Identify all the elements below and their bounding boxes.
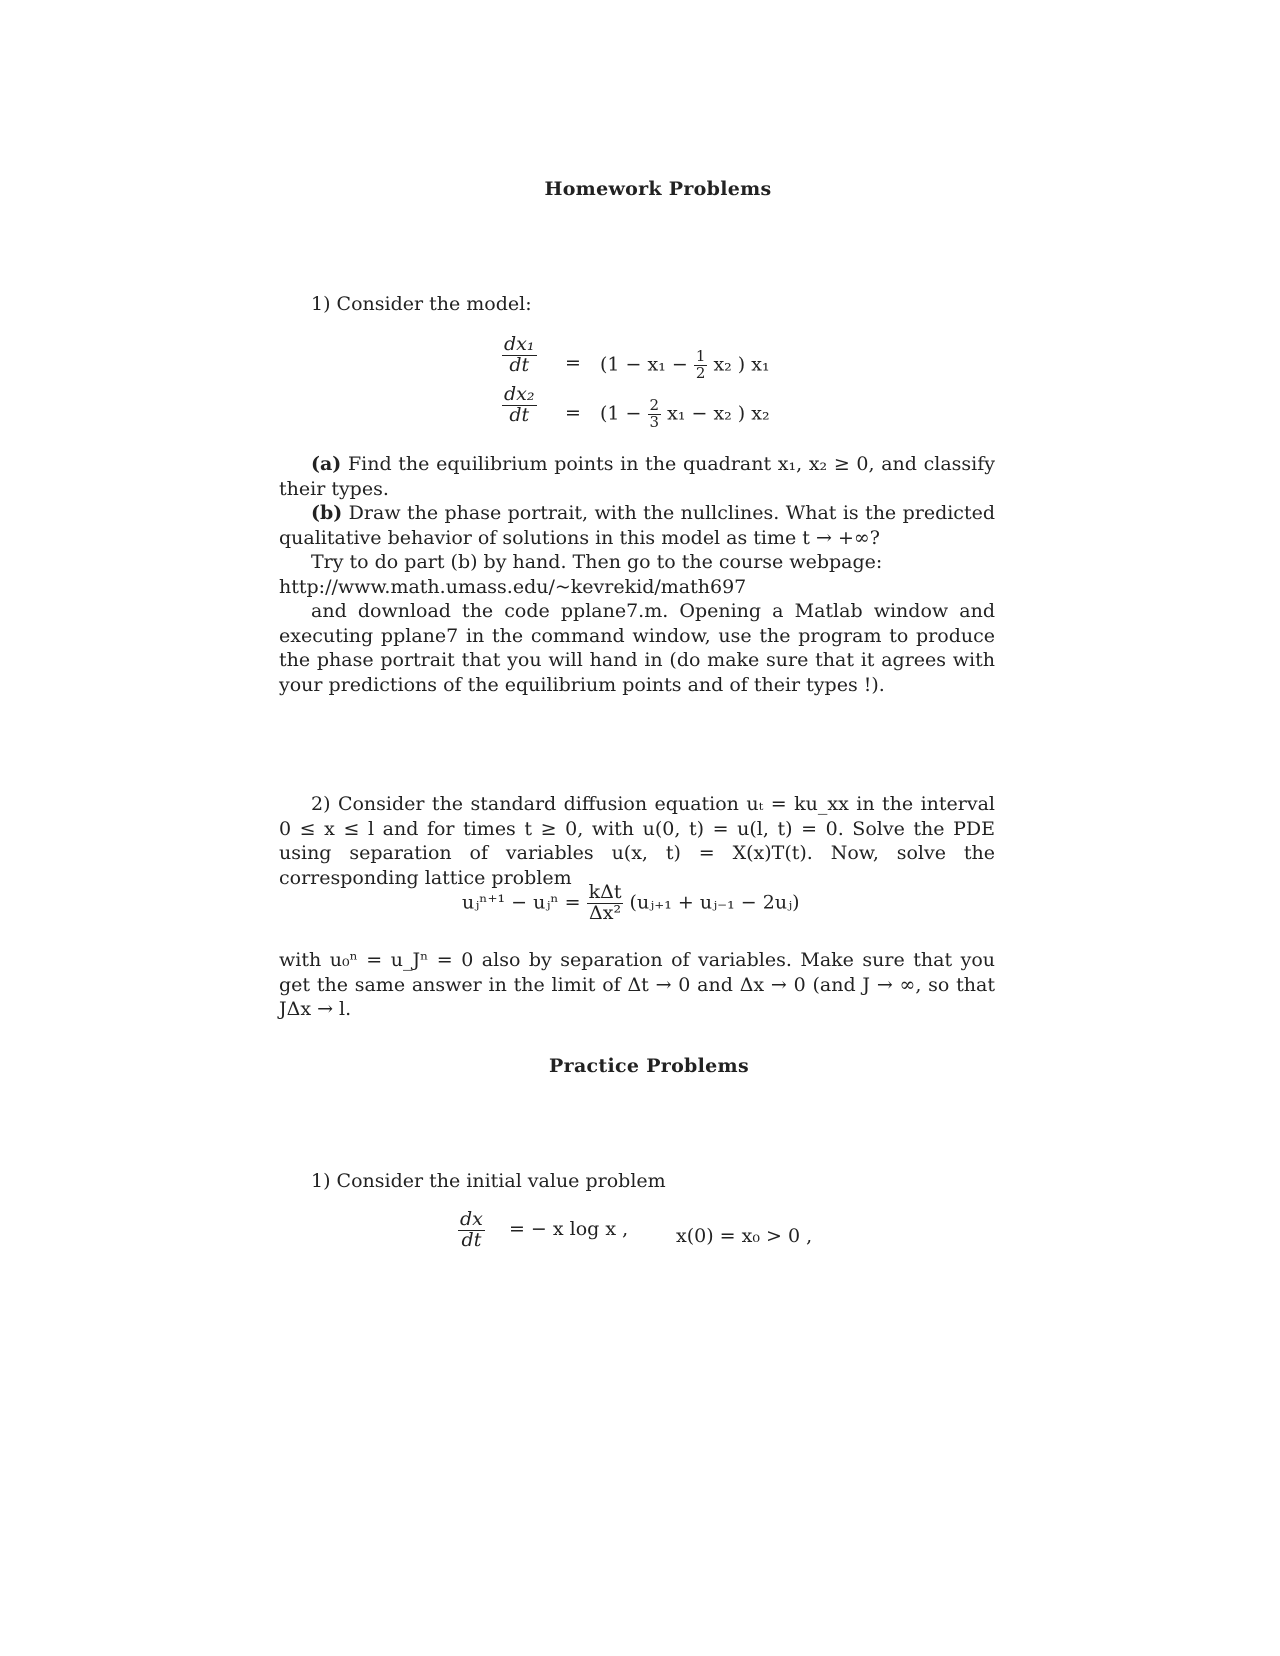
- course-url[interactable]: http://www.math.umass.edu/~kevrekid/math697: [279, 575, 747, 598]
- eq2-rhs-b: x₁ − x₂ ) x₂: [667, 402, 770, 425]
- practice-title: Practice Problems: [549, 1055, 749, 1077]
- homework-title: Homework Problems: [544, 178, 772, 200]
- eq1-rhs-a: (1 − x₁ −: [600, 353, 688, 376]
- practice-lhs: $\frac{dx}{dt}$: [460, 1208, 483, 1251]
- eq2-coef: $\frac{2}{3}$: [649, 396, 660, 431]
- initial-condition: x(0) = x₀ > 0 ,: [676, 1225, 813, 1247]
- download-text: and download the code pplane7.m. Opening a Matlab window and executing pplane7 in the command window, use the program to produce the phase portrait that you will hand in (do make sure that it agrees with your predictions of the equilibrium points and of their types !).: [279, 600, 995, 696]
- problem-1-intro: 1) Consider the model:: [311, 293, 532, 315]
- part-b: (b) Draw the phase portrait, with the nullclines. What is the predicted qualitative behavior of solutions in this model as time t → +∞?: [279, 502, 995, 549]
- eq1-rhs-b: x₂ ) x₁: [713, 353, 770, 376]
- practice-equation: $\frac{dx}{dt}$ = − x log x ,: [460, 1208, 629, 1251]
- problem-1-body: [279, 452, 995, 697]
- part-a: (a) Find the equilibrium points in the quadrant x₁, x₂ ≥ 0, and classify their types.: [279, 453, 995, 500]
- eq2-rhs-a: (1 −: [600, 402, 642, 425]
- lattice-equation: uⱼⁿ⁺¹ − uⱼⁿ = $\frac{\text{kΔt}}{\text{Δx²}}$ (uⱼ₊₁ + uⱼ₋₁ − 2uⱼ): [462, 881, 800, 924]
- practice-1-intro: 1) Consider the initial value problem: [311, 1170, 666, 1192]
- eq2-lhs: $\frac{\text{dx₂}}{dt}$: [504, 383, 535, 426]
- problem-2-text: 2) Consider the standard diffusion equation uₜ = ku_xx in the interval 0 ≤ x ≤ l and for times t ≥ 0, with u(0, t) = u(l, t) = 0. Solve the PDE using separation of variables u(x, t) = X(x)T(t). Now, solve the corresponding lattice problem: [279, 793, 995, 889]
- try-text: Try to do part (b) by hand. Then go to the course webpage:: [311, 551, 883, 573]
- eq1-lhs: $\frac{\text{dx₁}}{dt}$: [504, 333, 535, 376]
- problem-2-after: with u₀ⁿ = u_Jⁿ = 0 also by separation of variables. Make sure that you get the same answer in the limit of Δt → 0 and Δx → 0 (and J → ∞, so that JΔx → l.: [279, 949, 995, 1020]
- lattice-fraction: $\frac{\text{kΔt}}{\text{Δx²}}$: [588, 881, 622, 924]
- eq1-coef: $\frac{1}{2}$: [695, 347, 706, 382]
